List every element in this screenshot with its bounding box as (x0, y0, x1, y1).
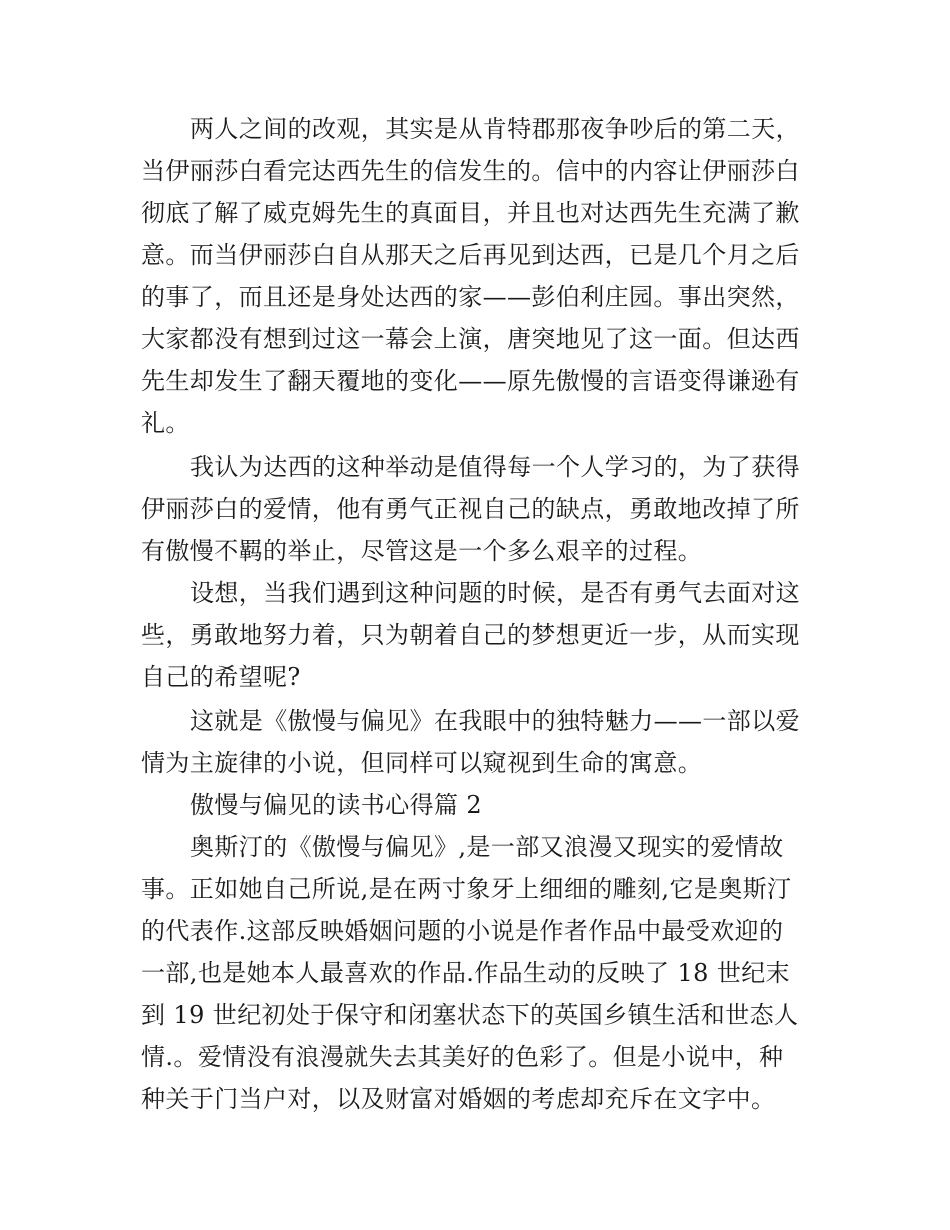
text-line: 一部,也是她本人最喜欢的作品.作品生动的反映了 18 世纪末 (141, 959, 791, 987)
text-line: 的事了，而且还是身处达西的家——彭伯利庄园。事出突然， (141, 283, 800, 311)
text-line: 伊丽莎白的爱情，他有勇气正视自己的缺点，勇敢地改掉了所 (141, 495, 800, 523)
section-heading: 傲慢与偏见的读书心得篇 2 (190, 791, 483, 819)
text-line: 有傲慢不羁的举止，尽管这是一个多么艰辛的过程。 (141, 537, 703, 565)
text-line: 的代表作.这部反映婚姻问题的小说是作者作品中最受欢迎的 (141, 917, 784, 945)
text-line: 彻底了解了威克姆先生的真面目，并且也对达西先生充满了歉 (141, 199, 800, 227)
text-line: 先生却发生了翻天覆地的变化——原先傲慢的言语变得谦逊有 (141, 367, 800, 395)
text-line: 我认为达西的这种举动是值得每一个人学习的，为了获得 (190, 453, 800, 481)
text-line: 大家都没有想到过这一幕会上演，唐突地见了这一面。但达西 (141, 325, 800, 353)
text-line: 奥斯汀的《傲慢与偏见》,是一部又浪漫又现实的爱情故 (190, 833, 784, 861)
text-line: 设想，当我们遇到这种问题的时候，是否有勇气去面对这 (190, 579, 800, 607)
text-line: 事。正如她自己所说,是在两寸象牙上细细的雕刻,它是奥斯汀 (141, 875, 792, 903)
text-line: 这就是《傲慢与偏见》在我眼中的独特魅力——一部以爱 (190, 707, 800, 735)
text-line: 自己的希望呢? (141, 663, 301, 691)
text-line: 到 19 世纪初处于保守和闭塞状态下的英国乡镇生活和世态人 (141, 1001, 799, 1029)
text-line: 情为主旋律的小说，但同样可以窥视到生命的寓意。 (141, 749, 703, 777)
text-line: 些，勇敢地努力着，只为朝着自己的梦想更近一步，从而实现 (141, 621, 800, 649)
text-line: 情.。爱情没有浪漫就失去其美好的色彩了。但是小说中，种 (141, 1043, 784, 1071)
text-line: 两人之间的改观，其实是从肯特郡那夜争吵后的第二天， (190, 115, 800, 143)
text-line: 意。而当伊丽莎白自从那天之后再见到达西，已是几个月之后 (141, 241, 800, 269)
text-line: 种关于门当户对，以及财富对婚姻的考虑却充斥在文字中。 (141, 1085, 776, 1113)
text-line: 礼。 (141, 409, 190, 437)
text-line: 当伊丽莎白看完达西先生的信发生的。信中的内容让伊丽莎白 (141, 157, 800, 185)
